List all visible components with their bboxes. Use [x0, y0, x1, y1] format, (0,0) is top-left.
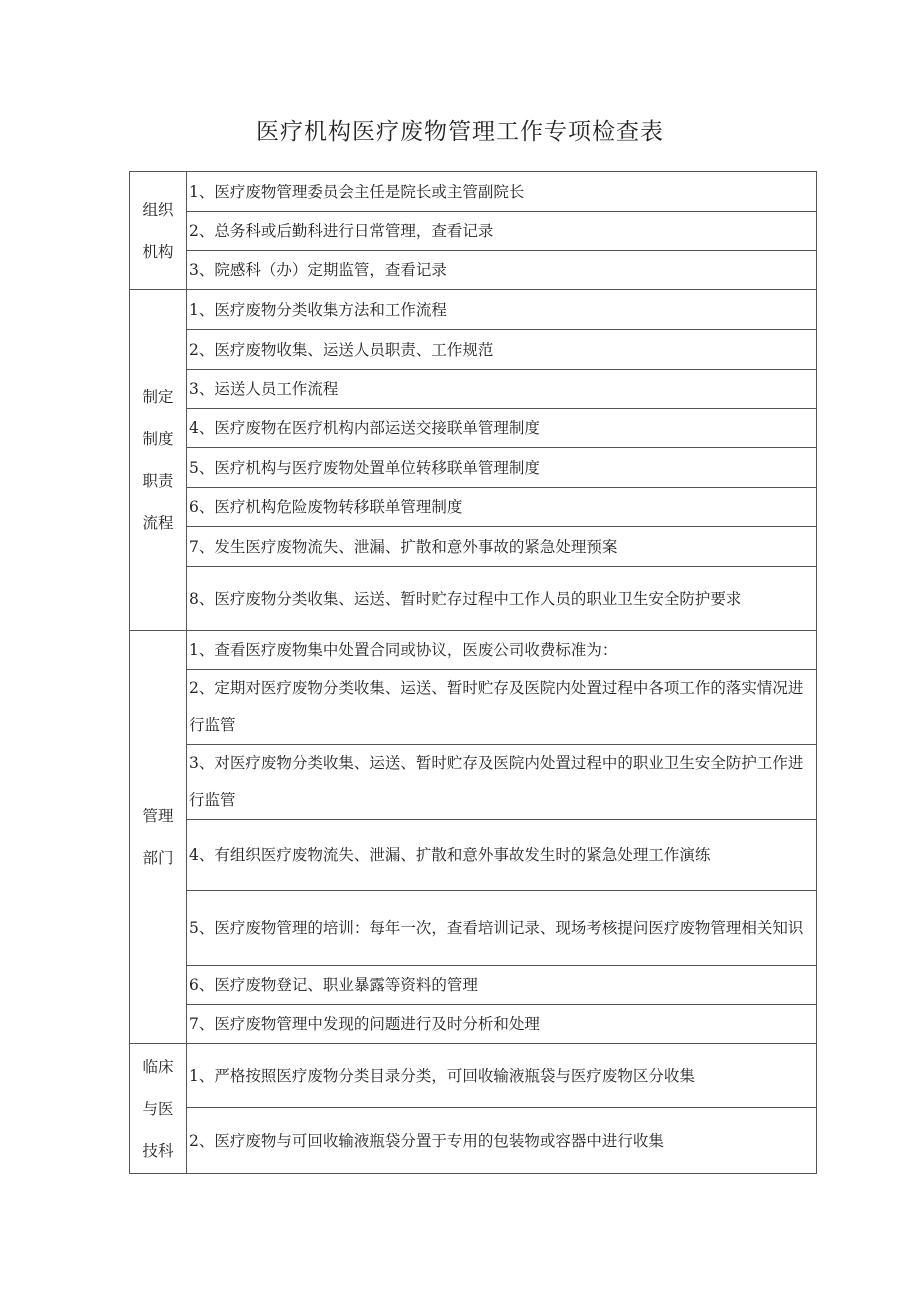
- table-row: [130, 891, 817, 966]
- check-item: 8、医疗废物分类收集、运送、暂时贮存过程中工作人员的职业卫生安全防护要求: [187, 567, 817, 631]
- category-line: 组织: [142, 200, 174, 219]
- category-line: 制定: [142, 388, 174, 406]
- category-line: 流程: [142, 514, 174, 532]
- table-row: [130, 1108, 817, 1174]
- check-item: 2、医疗废物与可回收输液瓶袋分置于专用的包装物或容器中进行收集: [187, 1108, 817, 1174]
- table-row: [130, 1044, 817, 1108]
- page-title: 医疗机构医疗废物管理工作专项检查表: [256, 119, 664, 145]
- table-row: [130, 567, 817, 631]
- check-item: 2、总务科或后勤科进行日常管理，查看记录: [187, 212, 817, 251]
- check-item: 5、医疗机构与医疗废物处置单位转移联单管理制度: [187, 448, 817, 488]
- check-item: 2、定期对医疗废物分类收集、运送、暂时贮存及医院内处置过程中各项工作的落实情况进行监管: [187, 670, 817, 745]
- category-line: 管理: [142, 807, 174, 825]
- check-item: 5、医疗废物管理的培训：每年一次，查看培训记录、现场考核提问医疗废物管理相关知识: [187, 891, 817, 966]
- category-line: 制度: [142, 430, 174, 448]
- table-row: [130, 409, 817, 448]
- check-item: 4、有组织医疗废物流失、泄漏、扩散和意外事故发生时的紧急处理工作演练: [187, 820, 817, 891]
- category-line: 部门: [142, 849, 174, 867]
- category-line: 临床: [142, 1057, 174, 1076]
- check-item: 6、医疗废物登记、职业暴露等资料的管理: [187, 966, 817, 1005]
- check-item: 7、医疗废物管理中发现的问题进行及时分析和处理: [187, 1005, 817, 1044]
- category-line: 机构: [142, 242, 174, 261]
- check-item: 3、院感科（办）定期监管，查看记录: [187, 251, 817, 290]
- check-item: 1、医疗废物分类收集方法和工作流程: [187, 290, 817, 330]
- table-row: [130, 212, 817, 251]
- table-row: [130, 488, 817, 527]
- check-item: 3、运送人员工作流程: [187, 370, 817, 409]
- table-row: [130, 527, 817, 567]
- check-item: 1、严格按照医疗废物分类目录分类，可回收输液瓶袋与医疗废物区分收集: [187, 1044, 817, 1108]
- check-item: 1、医疗废物管理委员会主任是院长或主管副院长: [187, 172, 817, 212]
- check-item: 4、医疗废物在医疗机构内部运送交接联单管理制度: [187, 409, 817, 448]
- check-item: 2、医疗废物收集、运送人员职责、工作规范: [187, 330, 817, 370]
- table-row: [130, 290, 817, 330]
- table-row: [130, 1005, 817, 1044]
- check-item: 7、发生医疗废物流失、泄漏、扩散和意外事故的紧急处理预案: [187, 527, 817, 567]
- inspection-table: [129, 171, 817, 1174]
- category-line: 技科: [142, 1141, 174, 1160]
- category-cell-management: [130, 631, 187, 1044]
- category-cell-rules: [130, 290, 187, 631]
- check-item: 3、对医疗废物分类收集、运送、暂时贮存及医院内处置过程中的职业卫生安全防护工作进行监管: [187, 745, 817, 820]
- check-item: 1、查看医疗废物集中处置合同或协议，医废公司收费标准为：: [187, 631, 817, 670]
- table-row: [130, 370, 817, 409]
- table-row: [130, 966, 817, 1005]
- table-row: [130, 745, 817, 820]
- table-row: [130, 631, 817, 670]
- table-row: [130, 448, 817, 488]
- table-row: [130, 670, 817, 745]
- category-cell-organization: [130, 172, 187, 290]
- table-row: [130, 172, 817, 212]
- table-row: [130, 251, 817, 290]
- category-cell-clinical: [130, 1044, 187, 1174]
- category-line: 职责: [142, 472, 174, 490]
- table-row: [130, 330, 817, 370]
- table-row: [130, 820, 817, 891]
- check-item: 6、医疗机构危险废物转移联单管理制度: [187, 488, 817, 527]
- category-line: 与医: [142, 1099, 174, 1118]
